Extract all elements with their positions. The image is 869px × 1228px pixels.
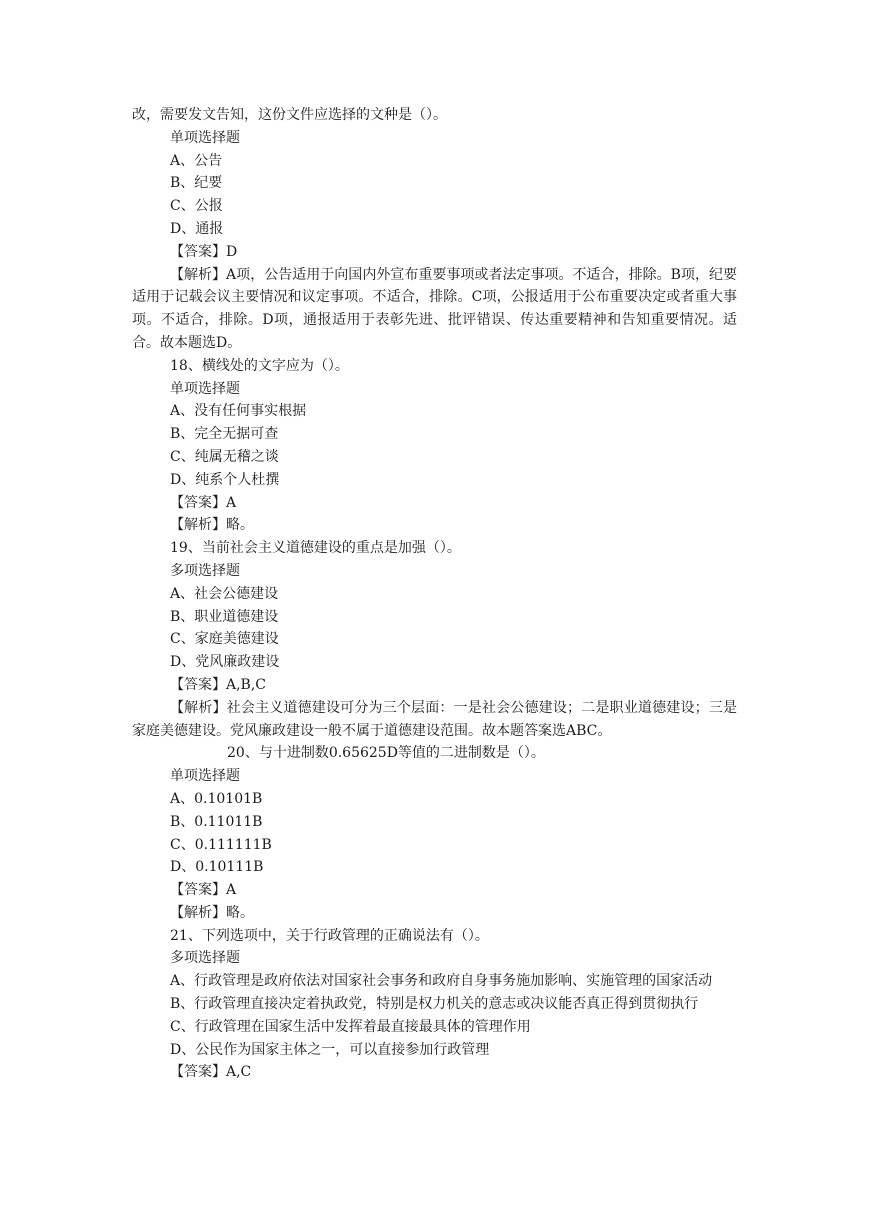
document-page [132,104,737,1084]
question-20-option-a: A、0.10101B [170,790,263,807]
question-21-option-d: D、公民作为国家主体之一，可以直接参加行政管理 [170,1041,490,1058]
question-18-type: 单项选择题 [170,380,240,397]
question-20-type: 单项选择题 [170,768,240,785]
question-20-option-b: B、0.11011B [170,813,263,830]
question-20-stem: 20、与十进制数0.65625D等值的二进制数是（）。 [227,745,545,762]
question-18-option-a: A、没有任何事实根据 [170,403,307,420]
question-17-option-d: D、通报 [170,220,224,237]
question-19-answer: 【答案】A,B,C [170,676,267,693]
question-17-option-b: B、纪要 [170,175,223,192]
question-21-option-c: C、行政管理在国家生活中发挥着最直接最具体的管理作用 [170,1018,531,1035]
question-18-option-d: D、纯系个人杜撰 [170,471,280,488]
question-21-option-b: B、行政管理直接决定着执政党，特别是权力机关的意志或决议能否真正得到贯彻执行 [170,996,699,1013]
question-19-option-b: B、职业道德建设 [170,608,279,625]
question-19-option-c: C、家庭美德建设 [170,631,279,648]
question-17-analysis: 【解析】A项，公告适用于向国内外宣布重要事项或者法定事项。不适合，排除。B项，纪要适用于记载会议主要情况和议定事项。不适合，排除。C项，公报适用于公布重要决定或者重大事项。不适合，排除。D项，通报适用于表彰先进、批评错误、传达重要精神和告知重要情况。适合。故本题选D。 [132,266,737,351]
question-21-type: 多项选择题 [170,950,240,967]
question-18-answer: 【答案】A [170,494,237,511]
question-17-option-c: C、公报 [170,198,223,215]
question-19-option-a: A、社会公德建设 [170,585,279,602]
question-19-option-d: D、党风廉政建设 [170,654,280,671]
question-21-option-a: A、行政管理是政府依法对国家社会事务和政府自身事务施加影响、实施管理的国家活动 [170,973,713,990]
question-19-type: 多项选择题 [170,562,240,579]
question-19-analysis: 【解析】社会主义道德建设可分为三个层面：一是社会公德建设；二是职业道德建设；三是家庭美德建设。党风廉政建设一般不属于道德建设范围。故本题答案选ABC。 [132,699,737,739]
question-17-option-a: A、公告 [170,152,223,169]
question-18-option-c: C、纯属无稽之谈 [170,448,279,465]
question-19-stem: 19、当前社会主义道德建设的重点是加强（）。 [170,540,461,557]
question-20-analysis: 【解析】略。 [170,904,254,921]
question-17-answer: 【答案】D [170,243,238,260]
question-21-stem: 21、下列选项中，关于行政管理的正确说法有（）。 [170,927,489,944]
question-20-answer: 【答案】A [170,882,237,899]
question-17-stem-tail: 改，需要发文告知，这份文件应选择的文种是（）。 [132,107,447,123]
question-17-type: 单项选择题 [170,129,240,146]
question-18-analysis: 【解析】略。 [170,517,254,534]
question-20-option-d: D、0.10111B [170,859,264,876]
question-20-option-c: C、0.111111B [170,836,272,853]
question-21-answer: 【答案】A,C [170,1064,252,1081]
question-18-option-b: B、完全无据可查 [170,426,279,443]
question-18-stem: 18、横线处的文字应为（）。 [170,357,349,374]
